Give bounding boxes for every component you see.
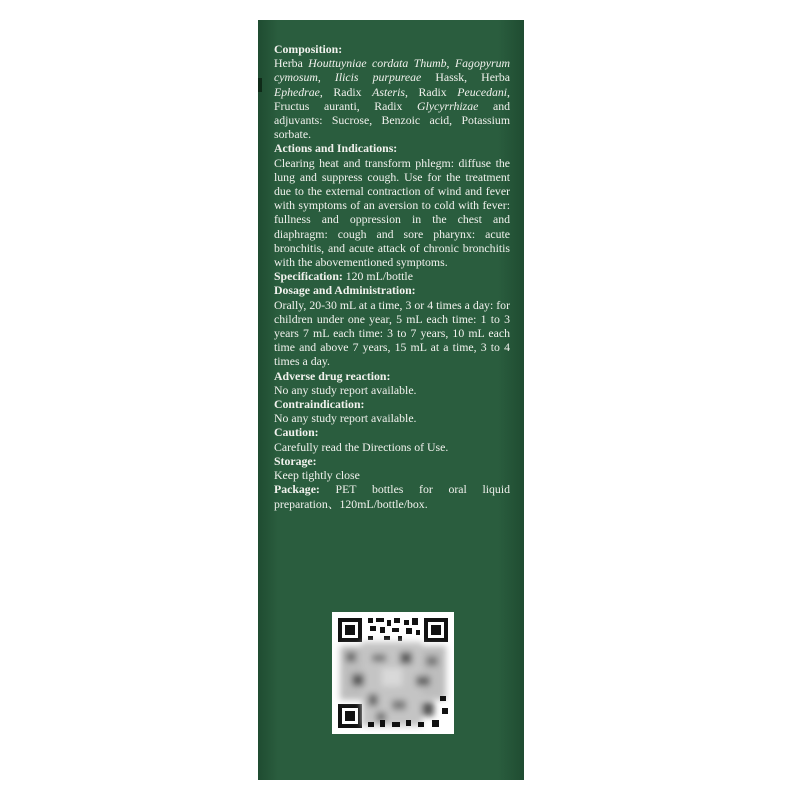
package-body: PET bottles for oral liquid preparation、120mL/bottle/box. [274, 482, 510, 511]
actions-body: Clearing heat and transform phlegm: diffuse the lung and suppress cough. Use for the treatment due to the external contraction of wind and fever with symptoms of an aversion to cold with fever: fullness and oppression in the chest and diaphragm: cough and sore pharynx: acute bronchitis, and acute attack of chronic bronchitis with the abovementioned symptoms. [274, 155, 510, 270]
storage-heading: Storage: [274, 453, 317, 468]
herb-name: Ephedrae [274, 84, 320, 99]
adverse-body: No any study report available. [274, 382, 417, 397]
contraindication-body: No any study report available. [274, 411, 417, 426]
contraindication-heading: Contraindication: [274, 397, 365, 412]
adverse-heading: Adverse drug reaction: [274, 368, 391, 383]
herb-name: Glycyrrhizae [417, 98, 479, 113]
dosage-body: Orally, 20-30 mL at a time, 3 or 4 times a day: for children under one year, 5 mL each time: 1 to 3 years 7 mL each time: 3 to 7 years, 10 mL each time and above 7 years, 15 mL at a time, 3 to 4 times a day. [274, 297, 510, 369]
package-heading: Package: [274, 482, 320, 497]
actions-heading: Actions and Indications: [274, 141, 398, 156]
qr-code-icon [332, 612, 454, 734]
herb-name: Ilicis purpureae [334, 70, 422, 85]
specification-line [274, 269, 510, 283]
composition-body: Herba Houttuyniae cordata Thumb, Fagopyrum cymosum, Ilicis purpureae Hassk, Herba Ephedrae, Radix Asteris, Radix Peucedani, Fructus auranti, Radix Glycyrrhizae and adjuvants: Sucrose, Benzoic acid, Potassium sorbate. [274, 56, 511, 142]
herb-name: Asteris [372, 84, 405, 99]
box-edge-notch [258, 78, 262, 92]
herb-name: Fagopyrum cymosum [274, 56, 510, 85]
herb-name: Peucedani [457, 84, 508, 99]
composition-heading: Composition: [274, 42, 343, 56]
qr-finder-bottom-left [338, 704, 362, 728]
storage-body: Keep tightly close [274, 468, 360, 483]
caution-heading: Caution: [274, 425, 319, 440]
package-line [274, 482, 510, 510]
caution-body: Carefully read the Directions of Use. [274, 439, 449, 454]
qr-finder-top-left [338, 618, 362, 642]
specification-value: 120 mL/bottle [342, 269, 413, 284]
herb-name: Houttuyniae cordata Thumb [308, 56, 447, 71]
dosage-heading: Dosage and Administration: [274, 283, 416, 298]
package-insert-text [274, 42, 510, 511]
specification-heading: Specification: [274, 269, 343, 284]
qr-finder-top-right [424, 618, 448, 642]
